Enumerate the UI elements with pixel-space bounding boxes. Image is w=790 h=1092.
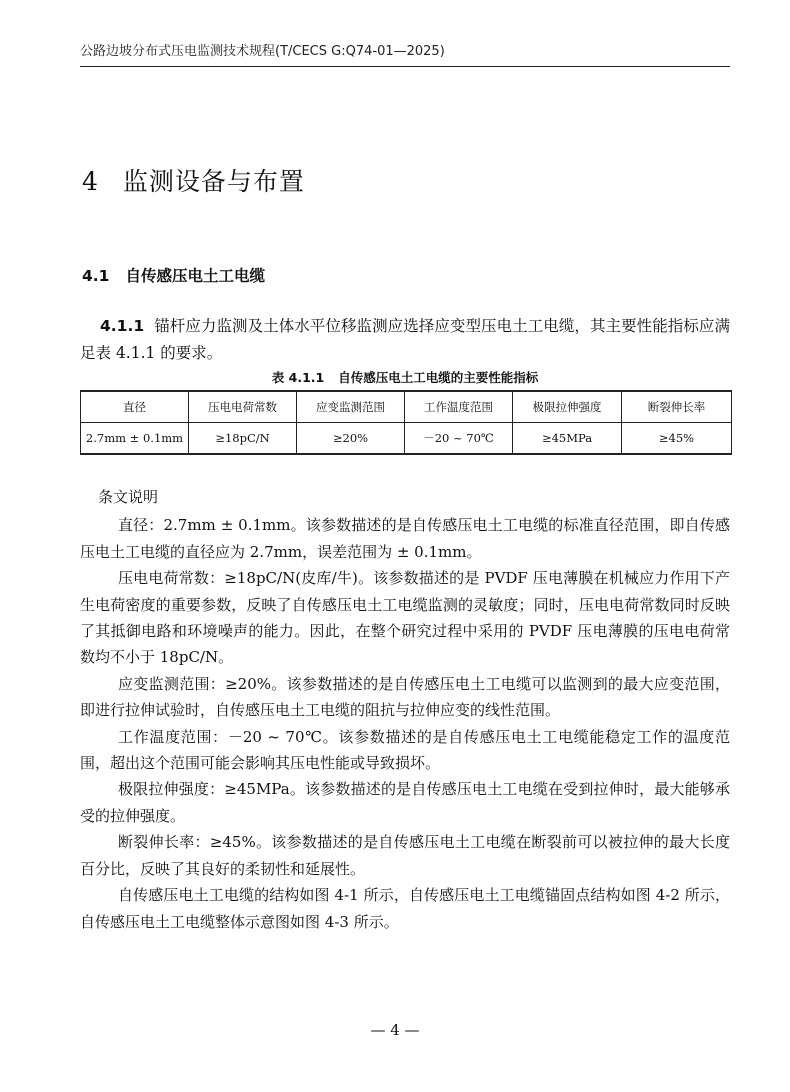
table-cell: ≥20% [297,423,405,455]
table-cell: －20 ~ 70℃ [405,423,513,455]
table-header-row [81,391,732,423]
table-cell: ≥45% [622,423,732,455]
table-cell: 2.7mm ± 0.1mm [81,423,189,455]
running-header: 公路边坡分布式压电监测技术规程(T/CECS G:Q74-01—2025) [80,44,445,59]
clause-explanation [80,484,730,935]
clause-text: 锚杆应力监测及土体水平位移监测应选择应变型压电土工电缆，其主要性能指标应满足表 4.1.1 的要求。 [80,317,730,362]
performance-table [80,390,732,455]
section-number: 4.1 [82,267,110,285]
table-cell: ≥18pC/N [189,423,297,455]
table-header-cell: 直径 [81,391,189,423]
table-row [81,423,732,455]
clause-number: 4.1.1 [100,317,145,335]
table-caption [80,368,730,386]
table-caption-number: 表 4.1.1 [271,370,325,385]
chapter-title: 监测设备与布置 [122,167,305,196]
explanation-paragraph: 压电电荷常数：≥18pC/N(皮库/牛)。该参数描述的是 PVDF 压电薄膜在机械应力作用下产生电荷密度的重要参数，反映了自传感压电土工电缆监测的灵敏度；同时，压电电荷常数同时反映了其抵御电路和环境噪声的能力。因此，在整个研究过程中采用的 PVDF 压电薄膜的压电电荷常数均不小于 18pC/N。 [80,569,730,667]
explanation-paragraph: 极限拉伸强度：≥45MPa。该参数描述的是自传感压电土工电缆在受到拉伸时，最大能够承受的拉伸强度。 [80,780,730,825]
table-header-cell: 极限拉伸强度 [513,391,622,423]
explanation-paragraph: 断裂伸长率：≥45%。该参数描述的是自传感压电土工电缆在断裂前可以被拉伸的最大长度百分比，反映了其良好的柔韧性和延展性。 [80,833,730,878]
header-rule [80,66,730,67]
table-header-cell: 工作温度范围 [405,391,513,423]
table-header-cell: 压电电荷常数 [189,391,297,423]
chapter-number: 4 [82,167,99,196]
chapter-heading [82,162,305,198]
table-cell: ≥45MPa [513,423,622,455]
explanation-paragraph: 应变监测范围：≥20%。该参数描述的是自传感压电土工电缆可以监测到的最大应变范围，即进行拉伸试验时，自传感压电土工电缆的阻抗与拉伸应变的线性范围。 [80,674,730,720]
table-header-cell: 断裂伸长率 [622,391,732,423]
clause-paragraph [80,313,730,367]
table-header-cell: 应变监测范围 [297,391,405,423]
explanation-paragraph: 工作温度范围：－20 ~ 70℃。该参数描述的是自传感压电土工电缆能稳定工作的温度范围，超出这个范围可能会影响其压电性能或导致损坏。 [80,727,730,773]
table-caption-title: 自传感压电土工电缆的主要性能指标 [338,370,539,385]
explanation-paragraph: 直径：2.7mm ± 0.1mm。该参数描述的是自传感压电土工电缆的标准直径范围，即自传感压电土工电缆的直径应为 2.7mm，误差范围为 ± 0.1mm。 [80,516,730,561]
explanation-title: 条文说明 [98,488,159,506]
page-number: — 4 — [370,1021,420,1039]
explanation-paragraph: 自传感压电土工电缆的结构如图 4-1 所示，自传感压电土工电缆锚固点结构如图 4-2 所示，自传感压电土工电缆整体示意图如图 4-3 所示。 [80,886,730,931]
section-heading [82,264,265,286]
section-title: 自传感压电土工电缆 [125,267,265,285]
